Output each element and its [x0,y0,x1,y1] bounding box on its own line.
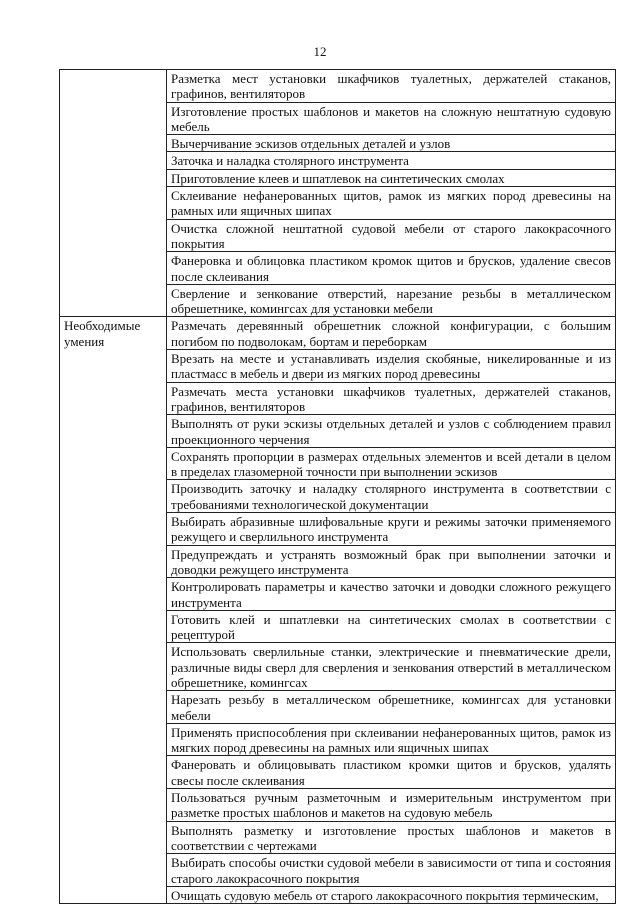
labor-action-cell: Вычерчивание эскизов отдельных деталей и узлов [167,135,616,152]
skill-cell: Производить заточку и наладку столярного инструмента в соответствии с требованиями технологической документации [167,480,616,513]
skill-cell: Фанеровать и облицовывать пластиком кромки щитов и брусков, удалять свесы после склеивания [167,756,616,789]
skill-cell: Предупреждать и устранять возможный брак при выполнении заточки и доводки режущего инструмента [167,545,616,578]
skill-cell: Врезать на месте и устанавливать изделия скобяные, никелированные и из пластмасс в мебель и двери из мягких пород древесины [167,350,616,383]
competency-table [59,69,616,904]
skill-cell: Размечать деревянный обрешетник сложной конфигурации, с большим погибом по подволокам, бортам и переборкам [167,317,616,350]
skill-cell: Выполнять от руки эскизы отдельных деталей и узлов с соблюдением правил проекционного черчения [167,415,616,448]
skill-cell: Использовать сверлильные станки, электрические и пневматические дрели, различные виды сверл для сверления и зенкования отверстий в металлическом обрешетнике, комингсах [167,643,616,691]
skill-cell: Выбирать способы очистки судовой мебели в зависимости от типа и состояния старого лакокрасочного покрытия [167,854,616,887]
skill-cell: Размечать места установки шкафчиков туалетных, держателей стаканов, графинов, вентиляторов [167,382,616,415]
skill-cell: Нарезать резьбу в металлическом обрешетнике, комингсах для установки мебели [167,691,616,724]
skill-cell: Сохранять пропорции в размерах отдельных элементов и всей детали в целом в пределах глазомерной точности при выполнении эскизов [167,447,616,480]
skill-cell: Очищать судовую мебель от старого лакокрасочного покрытия термическим, [167,886,616,903]
skills-label: Необходимые умения [60,317,167,904]
skill-cell: Выполнять разметку и изготовление простых шаблонов и макетов в соответствии с чертежами [167,821,616,854]
skill-cell: Пользоваться ручным разметочным и измерительным инструментом при разметке простых шаблонов и макетов на судовую мебель [167,789,616,822]
labor-action-cell: Изготовление простых шаблонов и макетов на сложную нештатную судовую мебель [167,102,616,135]
table-row [60,70,616,103]
page-number: 12 [313,44,327,59]
labor-action-cell: Фанеровка и облицовка пластиком кромок щитов и брусков, удаление свесов после склеивания [167,252,616,285]
empty-label-cell [60,70,167,317]
labor-action-cell: Склеивание нефанерованных щитов, рамок из мягких пород древесины на рамных или ящичных шипах [167,187,616,220]
labor-action-cell: Приготовление клеев и шпатлевок на синтетических смолах [167,169,616,186]
labor-action-cell: Заточка и наладка столярного инструмента [167,152,616,169]
skill-cell: Применять приспособления при склеивании нефанерованных щитов, рамок из мягких пород древесины на рамных или ящичных шипах [167,723,616,756]
skill-cell: Готовить клей и шпатлевки на синтетических смолах в соответствии с рецептурой [167,610,616,643]
skill-cell: Контролировать параметры и качество заточки и доводки сложного режущего инструмента [167,578,616,611]
skill-cell: Выбирать абразивные шлифовальные круги и режимы заточки применяемого режущего и сверлильного инструмента [167,513,616,546]
labor-action-cell: Сверление и зенкование отверстий, нарезание резьбы в металлическом обрешетнике, комингсах для установки мебели [167,284,616,317]
table-row [60,317,616,350]
labor-action-cell: Разметка мест установки шкафчиков туалетных, держателей стаканов, графинов, вентиляторов [167,70,616,103]
labor-action-cell: Очистка сложной нештатной судовой мебели от старого лакокрасочного покрытия [167,219,616,252]
